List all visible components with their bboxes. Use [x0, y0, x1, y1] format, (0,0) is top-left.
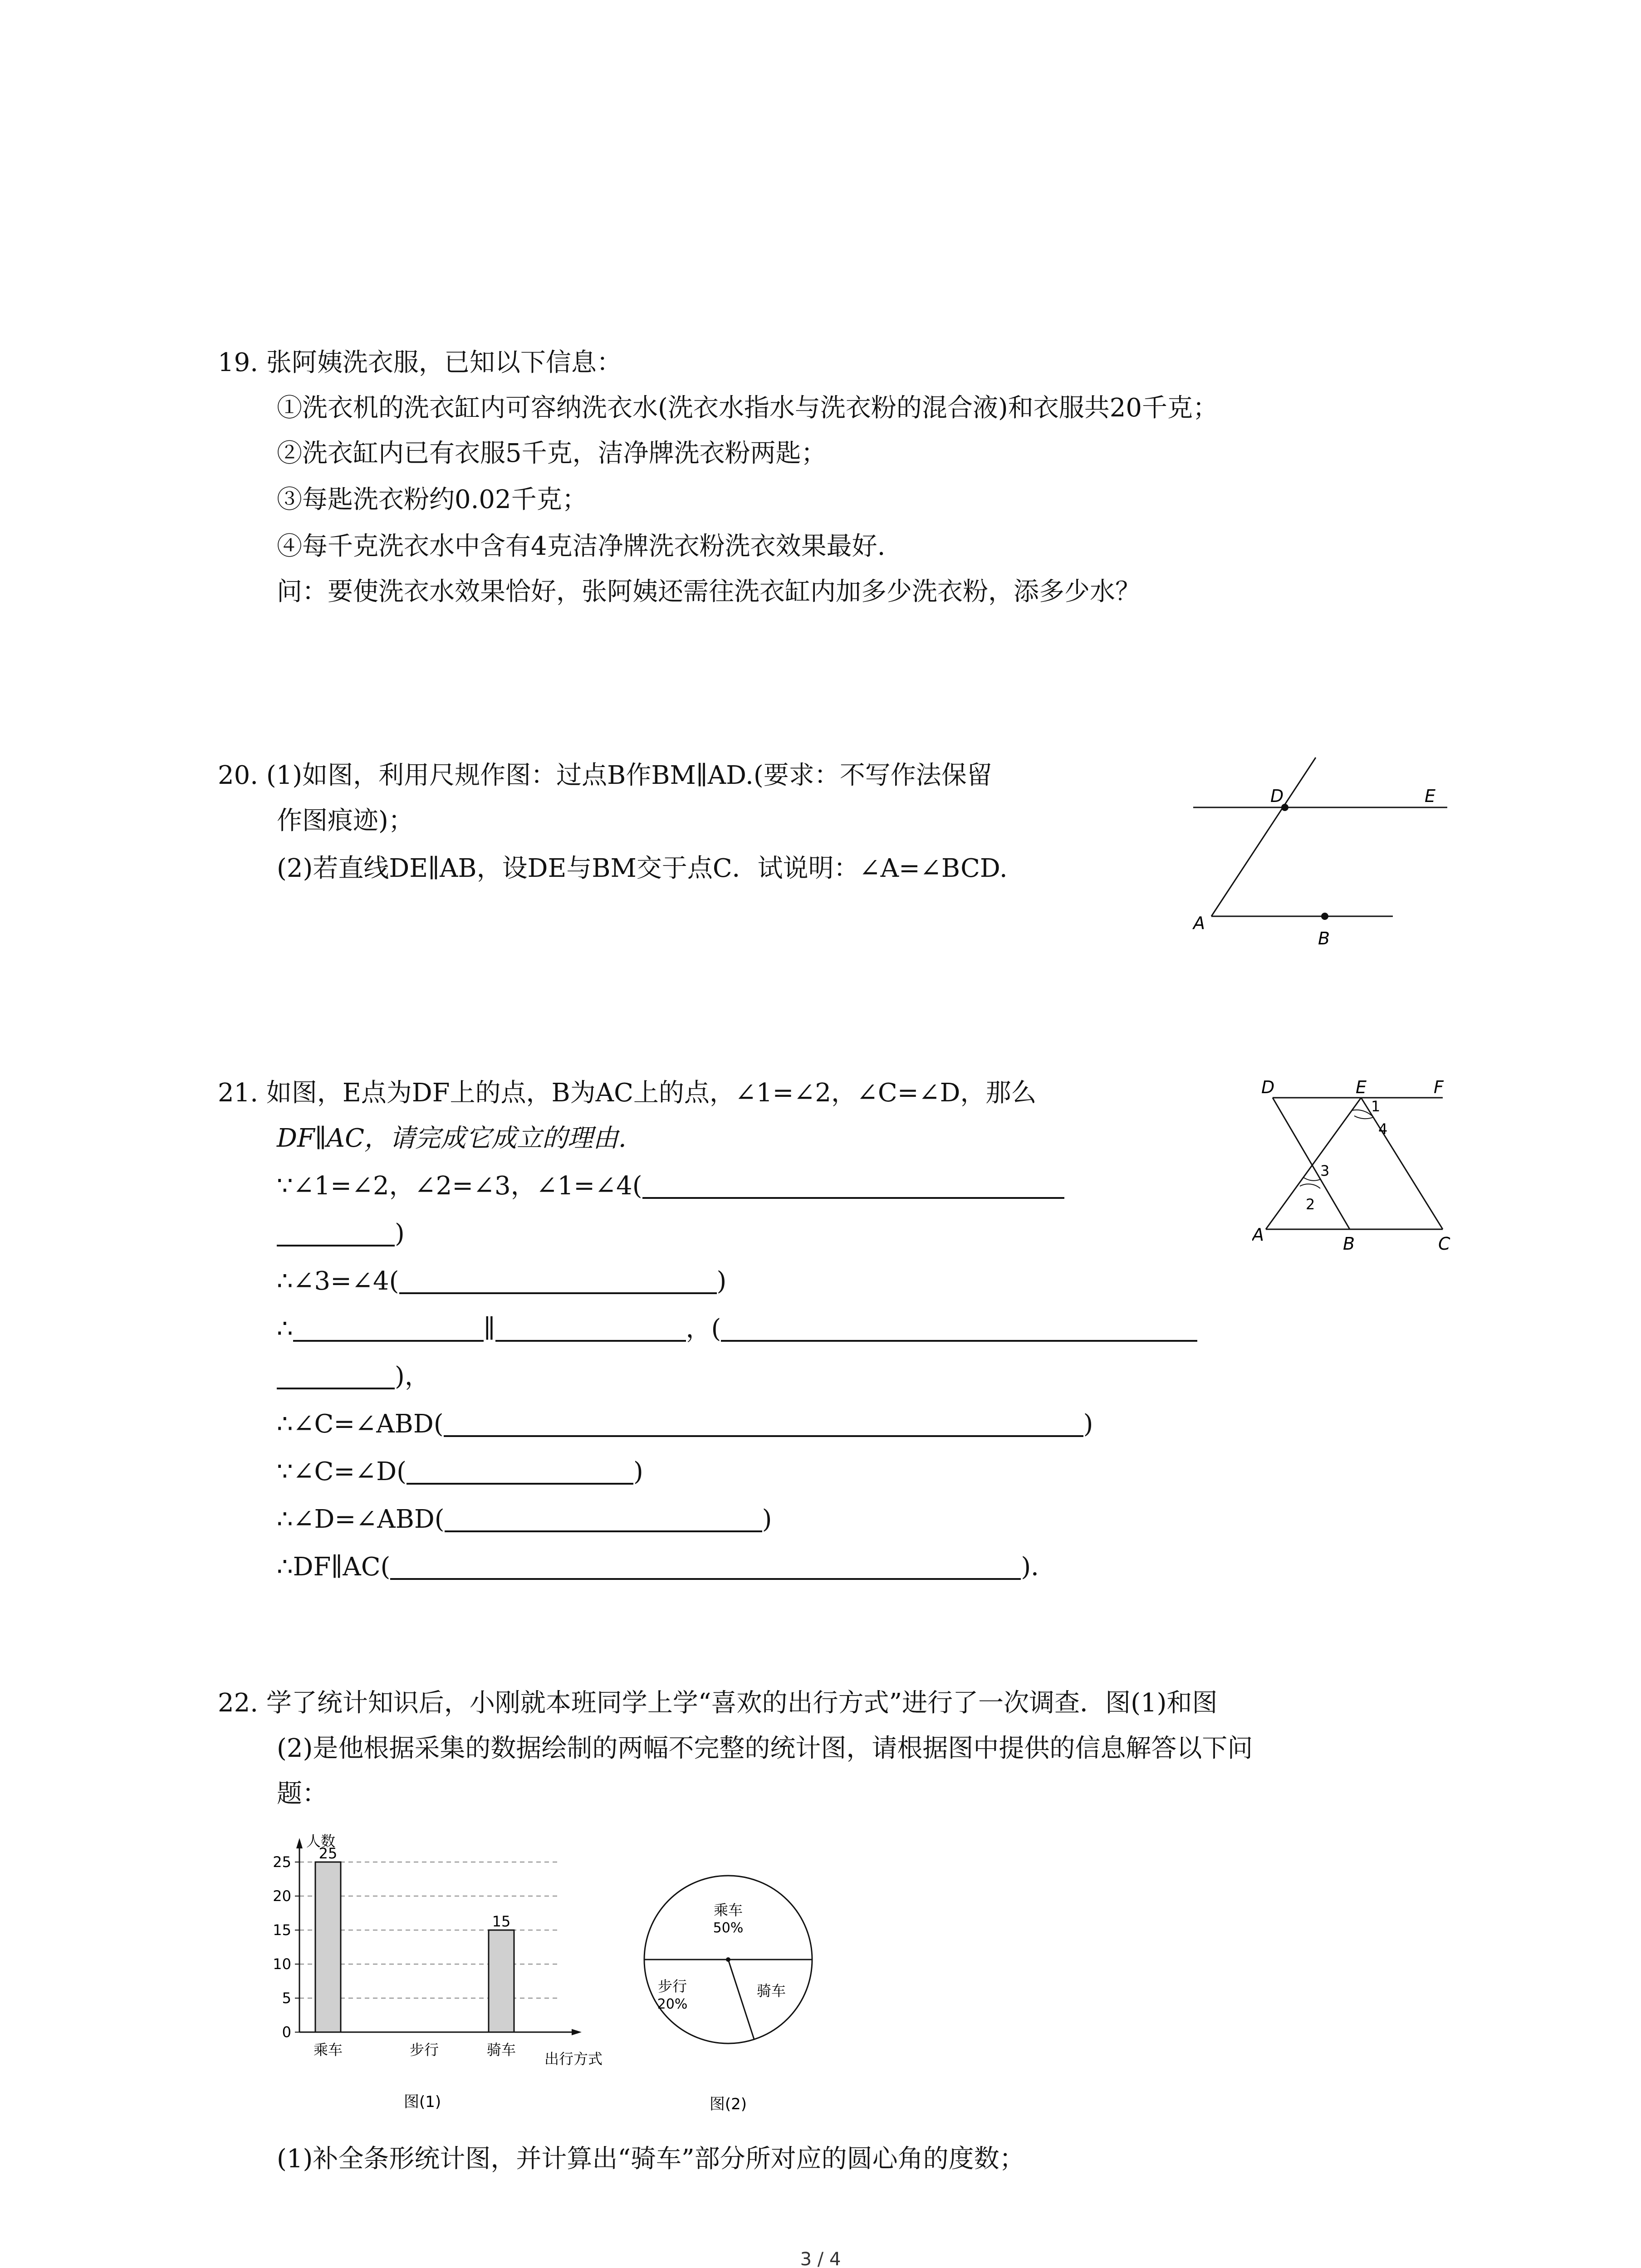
bars	[314, 1845, 516, 2058]
page-number: 3 / 4	[800, 2249, 841, 2268]
angle-label-3: 3	[1320, 1162, 1330, 1179]
pie-chart	[635, 1864, 826, 2118]
q19-line3: ②洗衣缸内已有衣服5千克，洁净牌洗衣粉两匙；	[277, 439, 827, 468]
parallel-sign: ∥	[483, 1314, 495, 1344]
fig1-caption: 图(1)	[404, 2093, 441, 2111]
q21-step1-text: ∵∠1=∠2，∠2=∠3，∠1=∠4(	[277, 1171, 642, 1201]
q21-step7-text: ∴DF∥AC(	[277, 1552, 391, 1582]
answer-blank-9[interactable]	[407, 1456, 633, 1485]
close-paren-comma: )，	[395, 1362, 430, 1391]
close-paren: )	[716, 1266, 727, 1296]
label-c: C	[1438, 1234, 1450, 1254]
label-a: A	[1193, 913, 1205, 933]
point-b	[1321, 913, 1328, 920]
q21-step6	[277, 1501, 772, 1538]
q21-line2: DF∥AC，请完成它成立的理由.	[277, 1124, 627, 1153]
close-paren-period: )．	[1021, 1552, 1057, 1582]
y-tick-label: 5	[282, 1989, 291, 2007]
answer-blank-11[interactable]	[390, 1551, 1021, 1580]
comma-paren: ，(	[686, 1314, 721, 1344]
category-label: 步行	[409, 2041, 439, 2058]
q21-step3-text: ∴	[277, 1314, 293, 1344]
slice-percent-walk: 20%	[657, 1996, 688, 2012]
bar-chart	[254, 1828, 626, 2123]
x-axis-label: 出行方式	[544, 2050, 603, 2068]
y-tick-label: 25	[273, 1853, 291, 1871]
slice-label-car: 乘车	[713, 1901, 743, 1919]
y-tick-label: 0	[282, 2024, 291, 2041]
answer-blank-8[interactable]	[444, 1408, 1083, 1437]
label-a: A	[1252, 1225, 1264, 1245]
pie-center	[726, 1957, 730, 1962]
label-b: B	[1318, 929, 1330, 948]
y-axis-label: 人数	[306, 1833, 336, 1850]
close-paren: )	[633, 1457, 643, 1486]
label-d: D	[1270, 786, 1284, 806]
x-axis-arrow	[572, 2029, 582, 2035]
answer-blank-10[interactable]	[445, 1503, 762, 1532]
q21-step3-cont	[277, 1359, 430, 1395]
angle-label-1: 1	[1371, 1098, 1381, 1115]
q19-line5: ④每千克洗衣水中含有4克洁净牌洗衣粉洗衣效果最好.	[277, 532, 886, 561]
q22-line3: 题：	[277, 1779, 328, 1809]
answer-blank-4[interactable]	[293, 1313, 484, 1342]
q21-line1: 21. 如图，E点为DF上的点，B为AC上的点，∠1=∠2，∠C=∠D，那么	[218, 1078, 1037, 1108]
bar-0	[315, 1862, 341, 2032]
slice-label-walk: 步行	[657, 1978, 687, 1995]
q21-step5-text: ∵∠C=∠D(	[277, 1457, 407, 1486]
angle-label-4: 4	[1378, 1120, 1388, 1138]
q21-step7	[277, 1549, 1056, 1585]
q22-line1: 22. 学了统计知识后，小刚就本班同学上学“喜欢的出行方式”进行了一次调查．图(1)和图	[218, 1688, 1218, 1718]
angle-arc-4	[1354, 1116, 1373, 1119]
label-b: B	[1343, 1234, 1355, 1254]
bar-data-label: 25	[318, 1845, 338, 1862]
label-d: D	[1261, 1077, 1275, 1097]
y-tick-label: 10	[273, 1955, 291, 1973]
q20-line2: 作图痕迹)；	[277, 806, 414, 836]
slice-percent-car: 50%	[713, 1920, 744, 1936]
angle-arc-2	[1300, 1184, 1320, 1188]
q20-line1: 20. (1)如图，利用尺规作图：过点B作BM∥AD.(要求：不写作法保留	[218, 761, 992, 790]
y-axis-arrow	[296, 1838, 303, 1848]
q20-figure	[1180, 744, 1461, 962]
close-paren: )	[1083, 1409, 1093, 1439]
angle-label-2: 2	[1306, 1196, 1315, 1213]
q21-step1-cont	[277, 1216, 405, 1252]
label-f: F	[1434, 1077, 1444, 1097]
answer-blank-7[interactable]	[277, 1360, 395, 1389]
q21-step1	[277, 1168, 1064, 1204]
category-label: 乘车	[313, 2041, 343, 2058]
line-ad	[1211, 758, 1316, 916]
close-paren: )	[762, 1505, 772, 1534]
q21-step6-text: ∴∠D=∠ABD(	[277, 1505, 445, 1534]
close-paren: )	[395, 1219, 405, 1248]
q21-step2	[277, 1263, 726, 1300]
y-tick-label: 20	[273, 1887, 291, 1905]
label-e: E	[1425, 786, 1436, 806]
q21-step5	[277, 1454, 643, 1490]
angle-arc-3	[1303, 1177, 1320, 1181]
q22-sub1: (1)补全条形统计图，并计算出“骑车”部分所对应的圆心角的度数；	[277, 2144, 1025, 2174]
y-ticks	[273, 1853, 299, 2041]
y-tick-label: 15	[273, 1921, 291, 1939]
q19-line6: 问：要使洗衣水效果恰好，张阿姨还需往洗衣缸内加多少洗衣粉，添多少水？	[277, 577, 1141, 606]
q19-line2: ①洗衣机的洗衣缸内可容纳洗衣水(洗衣水指水与洗衣粉的混合液)和衣服共20千克；	[277, 393, 1218, 423]
q22-line2: (2)是他根据采集的数据绘制的两幅不完整的统计图，请根据图中提供的信息解答以下问	[277, 1734, 1253, 1763]
q21-step4-text: ∴∠C=∠ABD(	[277, 1409, 444, 1439]
q20-line3: (2)若直线DE∥AB，设DE与BM交于点C．试说明：∠A=∠BCD.	[277, 854, 1008, 883]
answer-blank-6[interactable]	[721, 1313, 1197, 1342]
answer-blank-1[interactable]	[642, 1170, 1064, 1199]
slice-label-bike: 骑车	[756, 1982, 786, 1999]
q21-step4	[277, 1406, 1093, 1442]
answer-blank-2[interactable]	[277, 1217, 395, 1246]
answer-blank-3[interactable]	[399, 1265, 717, 1294]
q21-step2-text: ∴∠3=∠4(	[277, 1266, 399, 1296]
q21-step3	[277, 1311, 1197, 1347]
label-e: E	[1356, 1077, 1367, 1097]
category-label: 骑车	[486, 2041, 516, 2058]
q21-figure	[1252, 1075, 1461, 1266]
fig2-caption: 图(2)	[709, 2095, 747, 2113]
q19-line4: ③每匙洗衣粉约0.02千克；	[277, 485, 588, 514]
bar-data-label: 15	[492, 1913, 511, 1930]
q19-line1: 19. 张阿姨洗衣服，已知以下信息：	[218, 348, 622, 377]
bar-2	[489, 1930, 514, 2032]
answer-blank-5[interactable]	[495, 1313, 686, 1342]
